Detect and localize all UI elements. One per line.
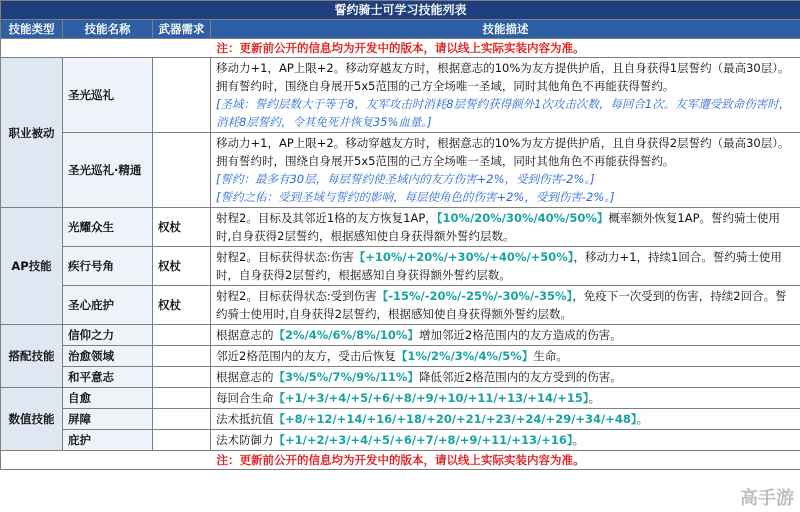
weapon-cell bbox=[153, 58, 211, 133]
table-row bbox=[1, 367, 800, 388]
desc-values: 【+1/+3/+4/+5/+6/+8/+9/+10/+11/+13/+14/+15】 bbox=[273, 391, 589, 405]
skill-description bbox=[211, 409, 800, 430]
table-row bbox=[1, 208, 800, 247]
skill-description bbox=[211, 346, 800, 367]
skill-description bbox=[211, 325, 800, 346]
weapon-cell bbox=[153, 367, 211, 388]
weapon-cell bbox=[153, 346, 211, 367]
skill-name: 信仰之力 bbox=[63, 325, 153, 346]
header-weapon: 武器需求 bbox=[153, 20, 211, 39]
desc-values: 【1%/2%/3%/4%/5%】 bbox=[395, 349, 534, 363]
desc-pre: 法术抵抗值 bbox=[216, 412, 274, 426]
weapon-cell: 权杖 bbox=[153, 286, 211, 325]
desc-note: [圣域：誓约层数大于等于8，友军攻击时消耗8层誓约获得额外1次攻击次数，每回合1次。友军遭受致命伤害时，消耗8层誓约，令其免死并恢复35%血量。] bbox=[216, 97, 791, 129]
weapon-cell: 权杖 bbox=[153, 247, 211, 286]
skill-description bbox=[211, 247, 800, 286]
desc-values: 【+10%/+20%/+30%/+40%/+50%】 bbox=[353, 250, 574, 264]
skill-name: 圣心庇护 bbox=[63, 286, 153, 325]
skill-name: 治愈领域 bbox=[63, 346, 153, 367]
weapon-cell bbox=[153, 325, 211, 346]
weapon-cell: 权杖 bbox=[153, 208, 211, 247]
category-combo: 搭配技能 bbox=[1, 325, 63, 388]
desc-post: ，免疫下一次受到的伤害，持续2回合。誓约骑士使用时,自身获得2层誓约，根据感知使自身获得额外誓约层数。 bbox=[216, 289, 787, 321]
desc-post: 概率额外恢复1AP。誓约骑士使用时,自身获得2层誓约，根据感知使自身获得额外誓约层数。 bbox=[216, 211, 781, 243]
desc-note: [誓约之佑：受到圣域与誓约的影响，每层使角色的伤害+2%，受到伤害-2%。] bbox=[216, 190, 615, 204]
table-row bbox=[1, 388, 800, 409]
skill-description bbox=[211, 286, 800, 325]
desc-pre: 根据意志的 bbox=[216, 328, 274, 342]
desc-post: 生命。 bbox=[533, 349, 568, 363]
desc-text: 移动力+1，AP上限+2。移动穿越友方时，根据意志的10%为友方提供护盾，且自身获得1层誓约（最高30层）。拥有誓约时，围绕自身展开5x5范围的己方全场唯一圣域，同时其他角色不再能获得誓约。 bbox=[216, 61, 790, 93]
skill-name: 光耀众生 bbox=[63, 208, 153, 247]
header-skill-type: 技能类型 bbox=[1, 20, 63, 39]
desc-values: 【2%/4%/6%/8%/10%】 bbox=[273, 328, 419, 342]
note-bottom: 注：更新前公开的信息均为开发中的版本，请以线上实际实装内容为准。 bbox=[1, 451, 800, 470]
weapon-cell bbox=[153, 133, 211, 208]
table-row bbox=[1, 133, 800, 208]
table-row bbox=[1, 430, 800, 451]
weapon-cell bbox=[153, 409, 211, 430]
table-row bbox=[1, 409, 800, 430]
desc-pre: 每回合生命 bbox=[216, 391, 274, 405]
desc-values: 【+8/+12/+14/+16/+18/+20/+21/+23/+24/+29/+34/+48】 bbox=[273, 412, 637, 426]
table-row bbox=[1, 247, 800, 286]
desc-pre: 射程2。目标及其邻近1格的友方恢复1AP， bbox=[216, 211, 437, 225]
desc-values: 【10%/20%/30%/40%/50%】 bbox=[436, 211, 609, 225]
skill-description bbox=[211, 58, 800, 133]
desc-text: 移动力+1，AP上限+2。移动穿越友方时，根据意志的10%为友方提供护盾，且自身获得2层誓约（最高30层）。拥有誓约时，围绕自身展开5x5范围的己方全场唯一圣域，同时其他角色不再能获得誓约。 bbox=[216, 136, 790, 168]
skill-description bbox=[211, 430, 800, 451]
desc-post: 增加邻近2格范围内的友方造成的伤害。 bbox=[418, 328, 622, 342]
desc-note: [誓约：最多有30层，每层誓约使圣域内的友方伤害+2%，受到伤害-2%。] bbox=[216, 172, 595, 186]
desc-pre: 射程2。目标获得状态:受到伤害 bbox=[216, 289, 377, 303]
desc-pre: 法术防御力 bbox=[216, 433, 274, 447]
desc-values: 【3%/5%/7%/9%/11%】 bbox=[273, 370, 419, 384]
table-row bbox=[1, 58, 800, 133]
table-row bbox=[1, 325, 800, 346]
skill-name: 庇护 bbox=[63, 430, 153, 451]
desc-post: ，移动力+1，持续1回合。誓约骑士使用时，自身获得2层誓约，根据感知自身获得额外誓约层数。 bbox=[216, 250, 782, 282]
desc-values: 【+1/+2/+3/+4/+5/+6/+7/+8/+9/+11/+13/+16】 bbox=[273, 433, 573, 447]
category-stat: 数值技能 bbox=[1, 388, 63, 451]
desc-pre: 射程2。目标获得状态:伤害 bbox=[216, 250, 354, 264]
desc-post: 降低邻近2格范围内的友方受到的伤害。 bbox=[418, 370, 622, 384]
skill-name: 自愈 bbox=[63, 388, 153, 409]
category-passive: 职业被动 bbox=[1, 58, 63, 208]
skill-name: 圣光巡礼 bbox=[63, 58, 153, 133]
desc-post: 。 bbox=[636, 412, 649, 426]
skill-name: 和平意志 bbox=[63, 367, 153, 388]
table-row bbox=[1, 346, 800, 367]
skill-description bbox=[211, 388, 800, 409]
desc-pre: 根据意志的 bbox=[216, 370, 274, 384]
note-top: 注：更新前公开的信息均为开发中的版本，请以线上实际实装内容为准。 bbox=[1, 39, 800, 58]
weapon-cell bbox=[153, 430, 211, 451]
category-ap: AP技能 bbox=[1, 208, 63, 325]
skill-name: 圣光巡礼·精通 bbox=[63, 133, 153, 208]
table-title: 誓约骑士可学习技能列表 bbox=[1, 1, 800, 20]
watermark-logo: 高手游 bbox=[740, 488, 794, 509]
skill-name: 屏障 bbox=[63, 409, 153, 430]
desc-post: 。 bbox=[572, 433, 585, 447]
table-row bbox=[1, 286, 800, 325]
skill-name: 疾行号角 bbox=[63, 247, 153, 286]
skill-description bbox=[211, 208, 800, 247]
weapon-cell bbox=[153, 388, 211, 409]
desc-pre: 邻近2格范围内的友方，受击后恢复 bbox=[216, 349, 396, 363]
skill-description bbox=[211, 133, 800, 208]
desc-values: 【-15%/-20%/-25%/-30%/-35%】 bbox=[376, 289, 573, 303]
header-description: 技能描述 bbox=[211, 20, 800, 39]
skill-description bbox=[211, 367, 800, 388]
desc-post: 。 bbox=[588, 391, 601, 405]
header-skill-name: 技能名称 bbox=[63, 20, 153, 39]
